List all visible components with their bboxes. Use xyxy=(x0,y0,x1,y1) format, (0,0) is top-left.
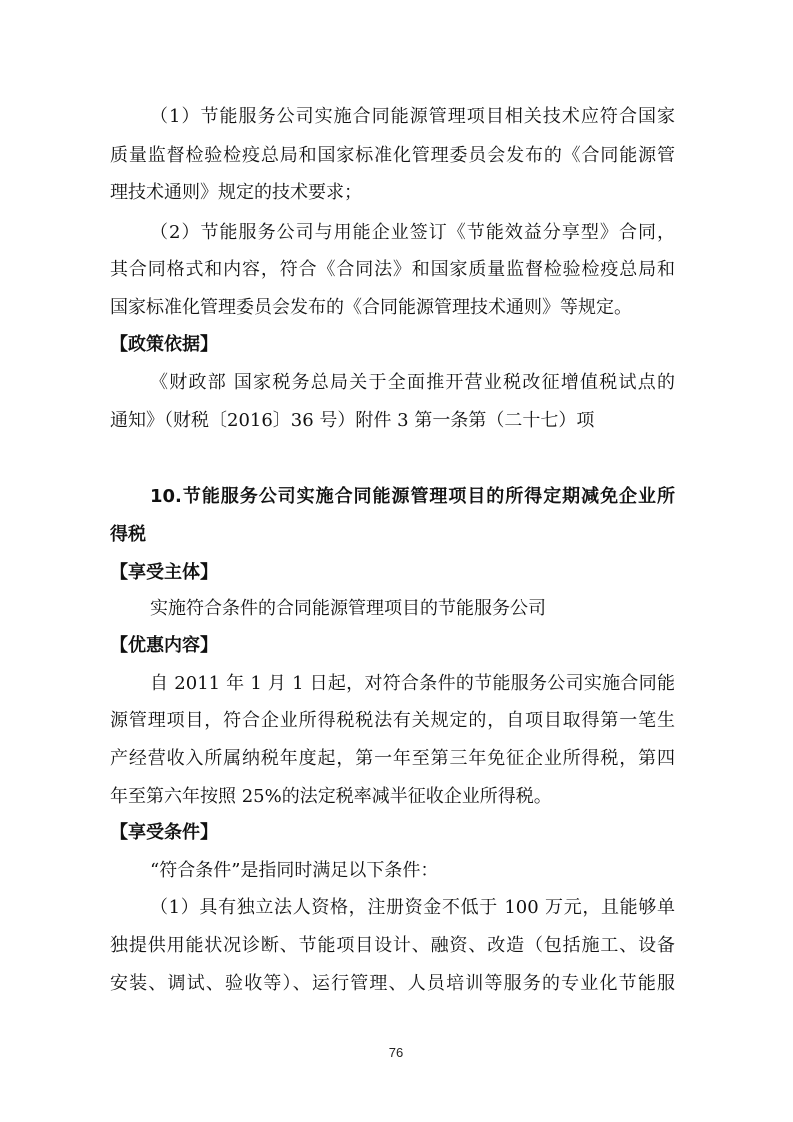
condition-1-line-3: 安装、调试、验收等）、运行管理、人员培训等服务的专业化节能服 xyxy=(110,973,675,994)
policy-basis-line-1: 《财政部 国家税务总局关于全面推开营业税改征增值税试点的 xyxy=(150,372,675,393)
prev-item-1-line-3: 理技术通则》规定的技术要求； xyxy=(110,182,362,203)
condition-1-line-2: 独提供用能状况诊断、节能项目设计、融资、改造（包括施工、设备 xyxy=(110,935,675,956)
page-number: 76 xyxy=(388,1045,404,1060)
prev-item-1-line-1: （1）节能服务公司实施合同能源管理项目相关技术应符合国家 xyxy=(150,106,675,127)
benefit-line-2: 源管理项目，符合企业所得税税法有关规定的，自项目取得第一笔生 xyxy=(110,710,675,731)
beneficiary-heading: 【享受主体】 xyxy=(110,562,218,583)
prev-item-2-line-3: 国家标准化管理委员会发布的《合同能源管理技术通则》等规定。 xyxy=(110,297,632,318)
prev-item-2-line-2: 其合同格式和内容，符合《合同法》和国家质量监督检验检疫总局和 xyxy=(110,259,675,280)
beneficiary-text: 实施符合条件的合同能源管理项目的节能服务公司 xyxy=(150,598,546,619)
conditions-intro: “符合条件”是指同时满足以下条件： xyxy=(150,860,439,881)
section-10-title-line-2: 得税 xyxy=(110,524,146,545)
policy-basis-heading: 【政策依据】 xyxy=(110,334,218,355)
policy-basis-line-2: 通知》（财税〔2016〕36 号）附件 3 第一条第（二十七）项 xyxy=(110,410,595,431)
benefit-heading: 【优惠内容】 xyxy=(110,635,218,656)
benefit-line-4: 年至第六年按照 25%的法定税率减半征收企业所得税。 xyxy=(110,786,552,807)
conditions-heading: 【享受条件】 xyxy=(110,822,218,843)
benefit-line-1: 自 2011 年 1 月 1 日起，对符合条件的节能服务公司实施合同能 xyxy=(150,673,675,694)
condition-1-line-1: （1）具有独立法人资格，注册资金不低于 100 万元，且能够单 xyxy=(150,897,675,918)
section-10-title-line-1: 10.节能服务公司实施合同能源管理项目的所得定期减免企业所 xyxy=(150,486,675,507)
prev-item-1-line-2: 质量监督检验检疫总局和国家标准化管理委员会发布的《合同能源管 xyxy=(110,145,675,166)
prev-item-2-line-1: （2）节能服务公司与用能企业签订《节能效益分享型》合同， xyxy=(150,222,675,243)
benefit-line-3: 产经营收入所属纳税年度起，第一年至第三年免征企业所得税，第四 xyxy=(110,748,675,769)
